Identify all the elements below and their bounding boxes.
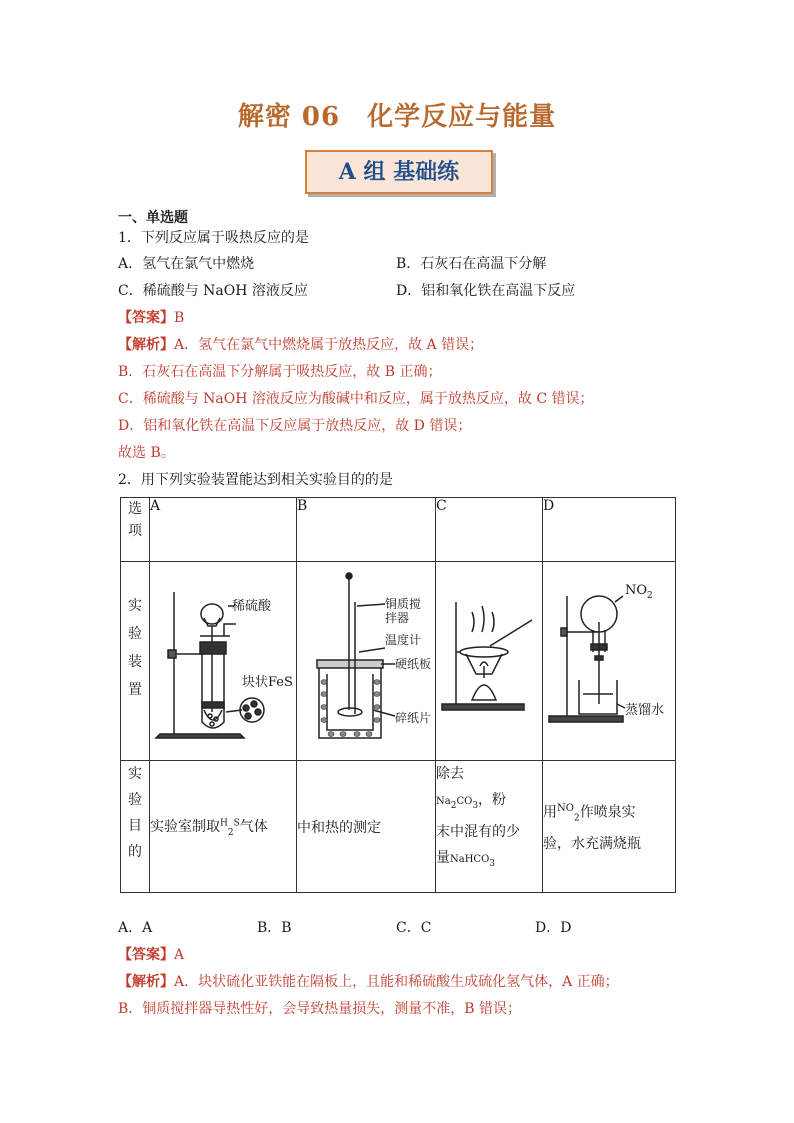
q1-analysis-line-2: B．石灰石在高温下分解属于吸热反应，故 B 正确；: [118, 364, 442, 380]
purpose-d-no-sub: 2: [573, 813, 580, 824]
q1-analysis-line-3: C．稀硫酸与 NaOH 溶液反应为酸碱中和反应，属于放热反应，故 C 错误；: [118, 391, 594, 407]
q2-option-c: C．C: [396, 920, 432, 936]
purpose-d: [543, 761, 676, 893]
purpose-c-line-2: [436, 787, 542, 819]
q2-option-d: D．D: [535, 920, 572, 936]
section-heading: 一、单选题: [118, 210, 188, 226]
q2-analysis-text-1: A．块状硫化亚铁能在隔板上，且能和稀硫酸生成硫化氢气体，A 正确；: [174, 974, 619, 990]
q2-answer: [118, 944, 184, 964]
purpose-row-text: 实验目的: [128, 766, 142, 860]
purpose-a-gas: 气体: [239, 818, 268, 835]
purpose-d-line-2: 验，水充满烧瓶: [543, 836, 641, 853]
q2-table: [120, 497, 676, 893]
label-copper-stirrer-1: 铜质搅: [385, 597, 422, 611]
purpose-d-fountain: 作喷泉实: [579, 804, 636, 821]
header-b: B: [297, 498, 436, 562]
q2-analysis-line-2: B．铜质搅拌器导热性好，会导致热量损失，测量不准，B 错误；: [118, 1001, 522, 1017]
header-option-cell: [121, 498, 150, 562]
apparatus-b-cell: [297, 562, 436, 761]
q1-option-b: B．石灰石在高温下分解: [396, 256, 547, 272]
purpose-a-s: S: [233, 817, 240, 828]
header-option-label: 选项: [128, 501, 142, 539]
q1-answer-value: B: [174, 310, 185, 326]
purpose-c-nahco: NaHCO: [450, 853, 490, 865]
purpose-a-sub: 2: [227, 827, 234, 838]
q1-option-d: D．铝和氧化铁在高温下反应: [396, 283, 576, 299]
purpose-c-line-1: 除去: [436, 766, 464, 782]
purpose-d-no: NO: [557, 802, 574, 814]
q2-analysis-line-1: [118, 971, 619, 991]
header-c: C: [436, 498, 543, 562]
apparatus-c-diagram: [436, 562, 542, 756]
apparatus-b-diagram: [297, 562, 435, 756]
q1-option-c: C．稀硫酸与 NaOH 溶液反应: [118, 283, 308, 299]
q2-answer-value: A: [174, 947, 185, 963]
q1-analysis-tag: 【解析】: [118, 337, 174, 353]
purpose-b: 中和热的测定: [297, 761, 436, 893]
q2-option-a: A．A: [118, 920, 153, 936]
purpose-c: [436, 761, 543, 893]
purpose-c-nahco-sub: 3: [489, 858, 496, 869]
purpose-a-h: H: [220, 817, 228, 828]
q2-option-b: B．B: [257, 920, 292, 936]
header-d: D: [543, 498, 676, 562]
label-fes-lumps: 块状FeS: [242, 675, 293, 690]
purpose-c-amount: 量: [436, 849, 450, 866]
device-row-label: [121, 562, 150, 761]
purpose-c-na-sub: 2: [450, 800, 457, 811]
q1-analysis-text-1: A．氢气在氯气中燃烧属于放热反应，故 A 错误；: [174, 337, 484, 353]
q2-analysis-tag: 【解析】: [118, 974, 174, 990]
q1-option-a: A．氢气在氯气中燃烧: [118, 256, 255, 272]
apparatus-a-cell: [150, 562, 297, 761]
label-dilute-sulfuric-acid: 稀硫酸: [232, 599, 272, 614]
label-copper-stirrer-2: 拌器: [385, 611, 410, 625]
purpose-c-line-3: 末中混有的少: [436, 823, 520, 840]
label-no2-main: NO: [625, 583, 648, 598]
purpose-c-line-4: [436, 845, 542, 877]
label-no2-sub: 2: [647, 591, 653, 601]
header-a: A: [150, 498, 297, 562]
q1-answer: [118, 307, 184, 327]
device-row-text: 实验装置: [128, 598, 142, 698]
purpose-d-use: 用: [543, 804, 557, 821]
q2-stem: 2．用下列实验装置能达到相关实验目的的是: [118, 472, 393, 488]
q1-conclusion: 故选 B。: [118, 445, 175, 461]
label-no2: [625, 583, 653, 601]
apparatus-d-cell: [543, 562, 676, 761]
label-cardboard: 硬纸板: [395, 657, 432, 671]
purpose-d-line-1: [543, 796, 675, 831]
page-title: 解密 06 化学反应与能量: [237, 102, 557, 132]
purpose-c-powder: ，粉: [478, 792, 507, 808]
purpose-row-label: [121, 761, 150, 893]
label-distilled-water: 蒸馏水: [625, 703, 665, 718]
purpose-a-text: 实验室制取: [150, 818, 220, 835]
apparatus-c-cell: [436, 562, 543, 761]
apparatus-d-diagram: [543, 562, 675, 756]
purpose-a: [150, 761, 297, 893]
purpose-c-na: Na: [436, 796, 451, 807]
purpose-c-co-sub: 3: [472, 800, 479, 811]
label-paper-scraps: 碎纸片: [395, 711, 432, 725]
q1-answer-tag: 【答案】: [118, 310, 174, 326]
q2-answer-tag: 【答案】: [118, 947, 174, 963]
q1-analysis-line-1: [118, 334, 483, 354]
q1-analysis-line-4: D．铝和氧化铁在高温下反应属于放热反应，故 D 错误；: [118, 418, 472, 434]
group-label-box: A 组 基础练: [305, 150, 493, 194]
q1-stem: 1．下列反应属于吸热反应的是: [118, 230, 309, 246]
apparatus-a-diagram: [150, 562, 296, 756]
purpose-c-co: CO: [456, 796, 473, 807]
label-thermometer: 温度计: [385, 633, 422, 647]
